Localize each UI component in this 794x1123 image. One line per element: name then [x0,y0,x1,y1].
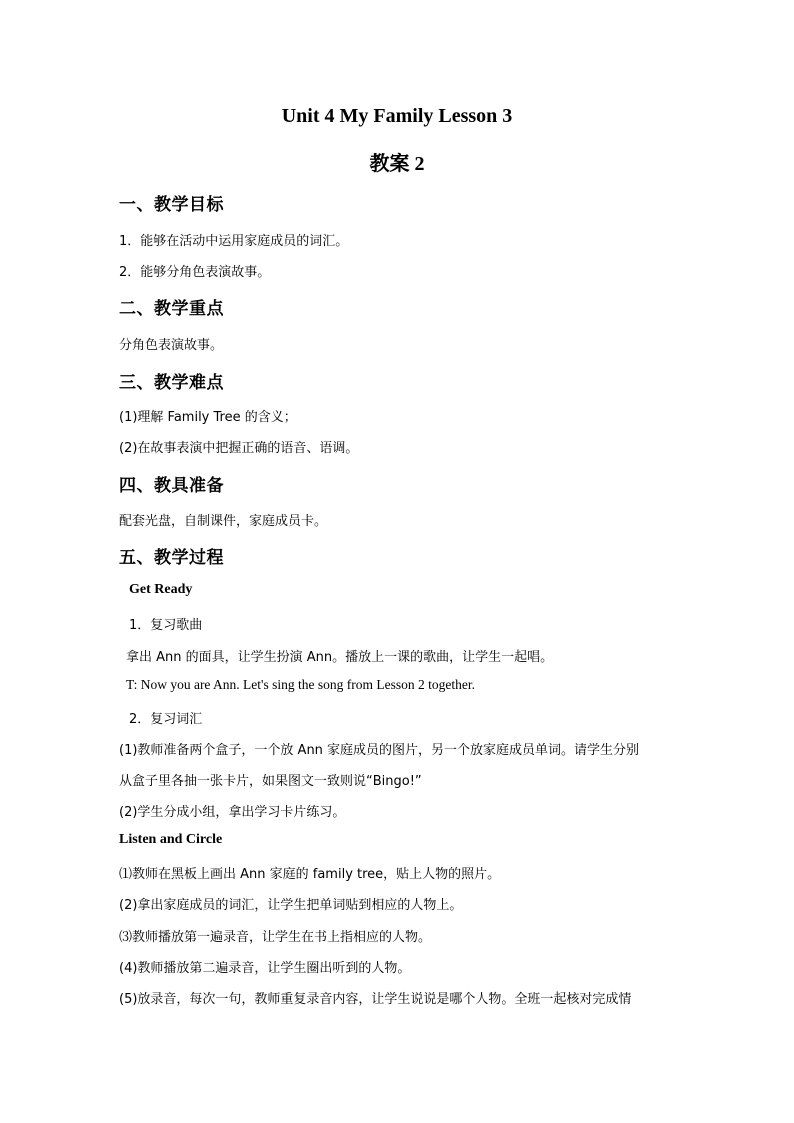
document-title: Unit 4 My Family Lesson 3 [281,105,513,127]
key-point-1: 分角色表演故事。 [119,338,224,353]
difficulty-2: (2)在故事表演中把握正确的语音、语调。 [119,441,359,456]
section-heading-difficulties: 三、教学难点 [119,373,224,393]
difficulty-1: (1)理解 Family Tree 的含义； [119,410,297,425]
document-subtitle: 教案 2 [369,153,425,175]
step-1-teacher-line: T: Now you are Ann. Let's sing the song from Lesson 2 together. [126,677,475,692]
step-1-title: 1．复习歌曲 [129,618,203,633]
listen-item-4: (4)教师播放第二遍录音，让学生圈出听到的人物。 [119,961,411,976]
step-2-item-1-line-1: (1)教师准备两个盒子，一个放 Ann 家庭成员的图片，另一个放家庭成员单词。请学生分别 [119,743,640,758]
step-2-item-2: (2)学生分成小组，拿出学习卡片练习。 [119,805,346,820]
section-heading-key-points: 二、教学重点 [119,299,224,319]
section-heading-process: 五、教学过程 [119,548,224,568]
get-ready-heading: Get Ready [129,582,193,597]
preparation-1: 配套光盘，自制课件，家庭成员卡。 [119,514,328,529]
listen-item-1: ⑴教师在黑板上画出 Ann 家庭的 family tree，贴上人物的照片。 [119,867,501,882]
step-2-title: 2．复习词汇 [129,712,203,727]
listen-item-3: ⑶教师播放第一遍录音，让学生在书上指相应的人物。 [119,930,432,945]
step-2-item-1-line-2: 从盒子里各抽一张卡片，如果图文一致则说“Bingo!” [119,774,422,789]
goal-item-1: 1．能够在活动中运用家庭成员的词汇。 [119,234,349,249]
listen-circle-heading: Listen and Circle [119,832,223,847]
listen-item-2: (2)拿出家庭成员的词汇，让学生把单词贴到相应的人物上。 [119,898,463,913]
step-1-text: 拿出 Ann 的面具，让学生扮演 Ann。播放上一课的歌曲，让学生一起唱。 [126,650,554,665]
listen-item-5: (5)放录音，每次一句，教师重复录音内容，让学生说说是哪个人物。全班一起核对完成情 [119,992,632,1007]
section-heading-preparation: 四、教具准备 [119,476,224,496]
section-heading-goals: 一、教学目标 [119,195,224,215]
goal-item-2: 2．能够分角色表演故事。 [119,265,271,280]
